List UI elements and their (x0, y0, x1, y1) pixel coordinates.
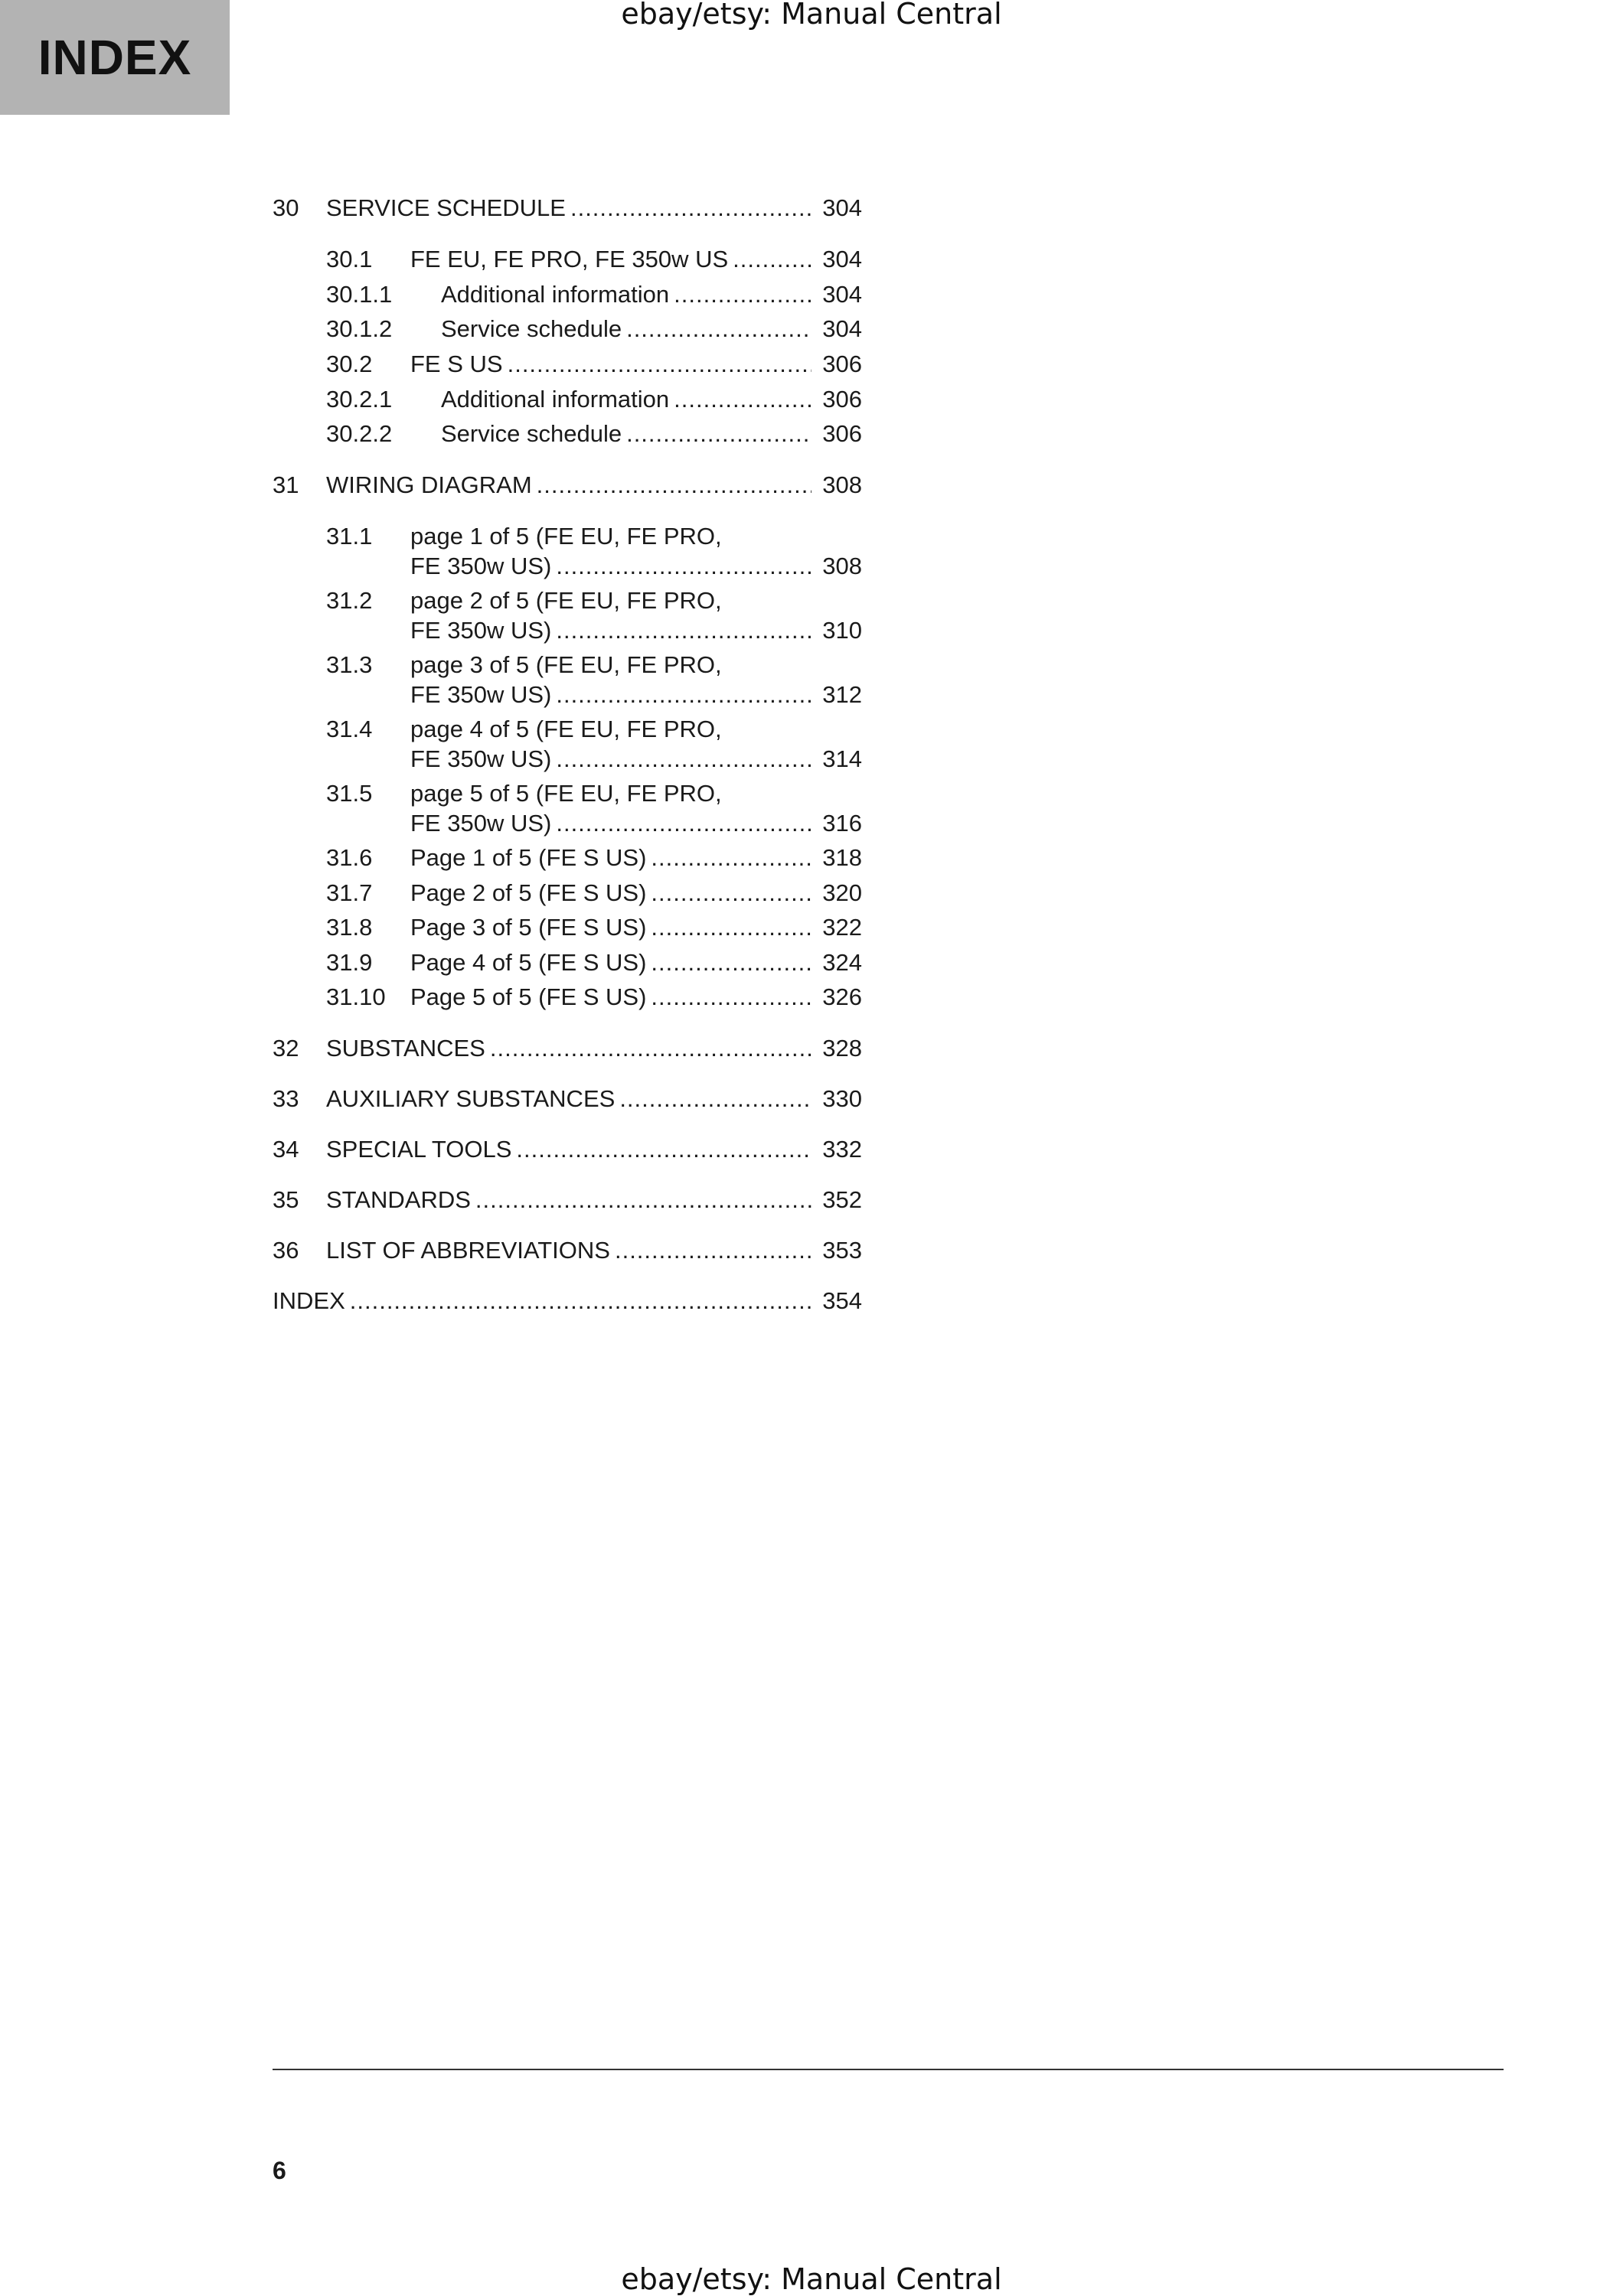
toc-entry-title: FE 350w US) (410, 810, 552, 837)
toc-title-line (410, 911, 862, 944)
toc-entry[interactable] (273, 841, 862, 875)
toc-entry-number: 30.1 (326, 246, 373, 272)
toc-entry[interactable] (273, 243, 862, 276)
toc-entry-number: 30.1.2 (326, 315, 393, 342)
toc-entry-number: 31.10 (326, 983, 386, 1010)
toc-entry[interactable] (273, 520, 862, 553)
dot-leader (475, 1183, 812, 1217)
dot-leader (651, 980, 812, 1014)
toc-entry-page: 310 (822, 617, 862, 644)
toc-entry[interactable] (273, 648, 862, 682)
dot-leader (556, 807, 812, 840)
toc-entry-title: FE 350w US) (410, 745, 552, 772)
toc-entry-number: 30.2.2 (326, 420, 393, 447)
toc-entry-number: 30.2 (326, 351, 373, 377)
toc-entry[interactable] (273, 312, 862, 346)
dot-leader (651, 841, 812, 875)
toc-entry-number: 31.5 (326, 780, 373, 807)
toc-entry[interactable] (273, 713, 862, 746)
index-tab-label: INDEX (38, 30, 192, 85)
toc-entry[interactable] (273, 383, 862, 416)
toc-entry-title: FE S US (410, 351, 503, 377)
toc-entry-title: page 1 of 5 (FE EU, FE PRO, (410, 523, 722, 550)
toc-entry-title: page 5 of 5 (FE EU, FE PRO, (410, 780, 722, 807)
toc-entry-title: LIST OF ABBREVIATIONS (326, 1237, 610, 1264)
toc-entry-title: SPECIAL TOOLS (326, 1136, 512, 1163)
toc-entry[interactable] (273, 1234, 862, 1267)
toc-entry[interactable] (273, 278, 862, 311)
toc-title-line (441, 417, 862, 451)
toc-entry-title: page 4 of 5 (FE EU, FE PRO, (410, 716, 722, 742)
toc-title-line (326, 1234, 862, 1267)
toc-entry-number: 30 (273, 194, 299, 221)
dot-leader (674, 278, 812, 311)
toc-entry-page: 322 (822, 914, 862, 941)
toc-entry-page: 328 (822, 1035, 862, 1062)
toc-entry-title: SERVICE SCHEDULE (326, 194, 566, 221)
dot-leader (537, 468, 812, 502)
toc-entry-title: Service schedule (441, 315, 622, 342)
toc-entry[interactable] (273, 876, 862, 910)
toc-entry-title: Page 4 of 5 (FE S US) (410, 949, 647, 976)
toc-title-line (326, 191, 862, 225)
toc-entry-title: page 3 of 5 (FE EU, FE PRO, (410, 651, 722, 678)
toc-entry[interactable] (273, 946, 862, 980)
toc-title-line (326, 1133, 862, 1166)
toc-entry[interactable] (273, 347, 862, 381)
toc-title-line (410, 243, 862, 276)
toc-entry[interactable] (273, 911, 862, 944)
toc-entry-title: Page 3 of 5 (FE S US) (410, 914, 647, 941)
toc-entry-title: AUXILIARY SUBSTANCES (326, 1085, 616, 1112)
dot-leader (733, 243, 812, 276)
toc-title-line (410, 807, 862, 840)
dot-leader (508, 347, 812, 381)
dot-leader (570, 191, 812, 225)
toc-entry-continuation[interactable] (273, 678, 862, 712)
toc-entry-page: 308 (822, 471, 862, 498)
toc-entry-page: 314 (822, 745, 862, 772)
toc-title-line (326, 1032, 862, 1065)
watermark-top: ebay/etsy: Manual Central (621, 0, 1002, 31)
watermark-bottom: ebay/etsy: Manual Central (621, 2262, 1002, 2296)
toc-entry-number: 31.6 (326, 844, 373, 871)
toc-entry-title: INDEX (273, 1287, 345, 1314)
dot-leader (556, 742, 812, 776)
toc-entry-title: Service schedule (441, 420, 622, 447)
toc-entry-page: 324 (822, 949, 862, 976)
dot-leader (516, 1133, 812, 1166)
toc-entry-title: FE EU, FE PRO, FE 350w US (410, 246, 729, 272)
toc-entry[interactable] (273, 417, 862, 451)
toc-title-line (410, 946, 862, 980)
dot-leader (556, 678, 812, 712)
toc-entry-number: 32 (273, 1035, 299, 1062)
toc-entry-page: 306 (822, 386, 862, 413)
toc-entry-page: 304 (822, 194, 862, 221)
toc-entry-title: FE 350w US) (410, 681, 552, 708)
toc-entry-continuation[interactable] (273, 614, 862, 647)
toc-entry-page: 332 (822, 1136, 862, 1163)
toc-entry-title: Page 1 of 5 (FE S US) (410, 844, 647, 871)
toc-entry-number: 30.2.1 (326, 386, 393, 413)
toc-entry[interactable] (273, 191, 862, 225)
toc-entry-title: Additional information (441, 281, 670, 308)
toc-entry-number: 31.4 (326, 716, 373, 742)
page-number: 6 (273, 2157, 286, 2184)
toc-entry-number: 33 (273, 1085, 299, 1112)
dot-leader (556, 614, 812, 647)
toc-title-line (410, 980, 862, 1014)
toc-entry-page: 306 (822, 420, 862, 447)
toc-entry-page: 326 (822, 983, 862, 1010)
dot-leader (350, 1284, 812, 1318)
toc-entry-title: page 2 of 5 (FE EU, FE PRO, (410, 587, 722, 614)
toc-entry-page: 304 (822, 246, 862, 272)
toc-entry-number: 31 (273, 471, 299, 498)
toc-title-line (410, 550, 862, 583)
dot-leader (490, 1032, 812, 1065)
toc-entry-number: 36 (273, 1237, 299, 1264)
toc-entry[interactable] (273, 1133, 862, 1166)
toc-entry-title: WIRING DIAGRAM (326, 471, 532, 498)
toc-entry[interactable] (273, 1082, 862, 1116)
toc-entry[interactable] (273, 980, 862, 1014)
toc-title-line (273, 1284, 862, 1318)
toc-title-line (410, 742, 862, 776)
toc-title-line (326, 1183, 862, 1217)
toc-title-line (326, 468, 862, 502)
toc-entry-page: 306 (822, 351, 862, 377)
dot-leader (651, 911, 812, 944)
toc-entry-number: 31.3 (326, 651, 373, 678)
toc-entry-page: 316 (822, 810, 862, 837)
toc-entry-page: 330 (822, 1085, 862, 1112)
toc-entry-index[interactable] (273, 1284, 862, 1318)
toc-entry[interactable] (273, 1032, 862, 1065)
toc-entry-page: 304 (822, 281, 862, 308)
dot-leader (651, 946, 812, 980)
toc-title-line (441, 383, 862, 416)
dot-leader (626, 312, 812, 346)
toc-entry-page: 308 (822, 553, 862, 579)
toc-entry[interactable] (273, 584, 862, 618)
toc-title-line (410, 614, 862, 647)
toc-entry-page: 304 (822, 315, 862, 342)
toc-entry-continuation[interactable] (273, 807, 862, 840)
toc-title-line (410, 678, 862, 712)
toc-entry-title: STANDARDS (326, 1186, 471, 1213)
toc-entry-number: 30.1.1 (326, 281, 393, 308)
toc-entry-number: 31.2 (326, 587, 373, 614)
toc-title-line (326, 1082, 862, 1116)
toc-entry-number: 31.7 (326, 879, 373, 906)
toc-entry-title: FE 350w US) (410, 617, 552, 644)
toc-entry-continuation[interactable] (273, 742, 862, 776)
toc-entry-continuation[interactable] (273, 550, 862, 583)
toc-entry-title: Page 2 of 5 (FE S US) (410, 879, 647, 906)
toc-entry-page: 354 (822, 1287, 862, 1314)
toc-entry-title: FE 350w US) (410, 553, 552, 579)
toc-entry-page: 352 (822, 1186, 862, 1213)
toc-title-line (441, 312, 862, 346)
toc-entry-title: Page 5 of 5 (FE S US) (410, 983, 647, 1010)
dot-leader (651, 876, 812, 910)
dot-leader (615, 1234, 812, 1267)
toc-title-line (410, 347, 862, 381)
dot-leader (674, 383, 812, 416)
dot-leader (556, 550, 812, 583)
toc-entry-page: 353 (822, 1237, 862, 1264)
toc-entry-title: SUBSTANCES (326, 1035, 485, 1062)
toc-entry-number: 31.1 (326, 523, 373, 550)
toc-entry-number: 34 (273, 1136, 299, 1163)
dot-leader (626, 417, 812, 451)
toc-entry[interactable] (273, 468, 862, 502)
toc-title-line (410, 876, 862, 910)
toc-entry-title: Additional information (441, 386, 670, 413)
toc-entry-page: 312 (822, 681, 862, 708)
dot-leader (619, 1082, 812, 1116)
toc-entry-page: 318 (822, 844, 862, 871)
toc-title-line (410, 841, 862, 875)
toc-entry-number: 31.8 (326, 914, 373, 941)
toc-entry-page: 320 (822, 879, 862, 906)
toc-entry-number: 31.9 (326, 949, 373, 976)
toc-title-line (441, 278, 862, 311)
footer-divider (273, 2069, 1504, 2070)
toc-entry-number: 35 (273, 1186, 299, 1213)
toc-entry[interactable] (273, 777, 862, 810)
toc-entry[interactable] (273, 1183, 862, 1217)
